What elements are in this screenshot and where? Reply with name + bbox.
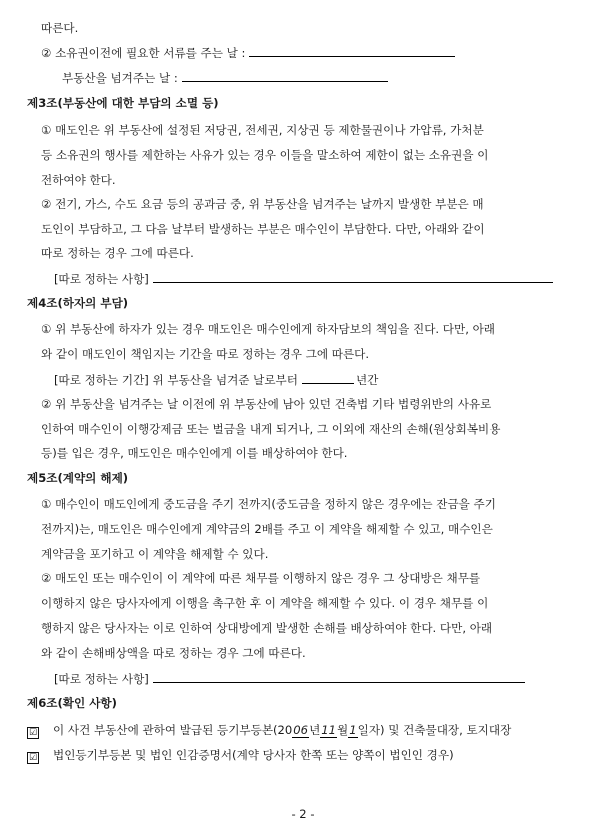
text-line: ① 매도인은 위 부동산에 설정된 저당권, 전세권, 지상권 등 제한물권이나 가압류, 가처분 — [41, 123, 484, 137]
text-line: 전하여야 한다. — [41, 173, 116, 187]
handover-date-field[interactable] — [182, 70, 388, 82]
checklist-text: 일자) 및 건축물대장, 토지대장 — [357, 723, 512, 737]
article-heading: 제3조(부동산에 대한 부담의 소멸 등) — [27, 96, 219, 110]
text-line: 전까지)는, 매도인은 매수인에게 계약금의 2배를 주고 이 계약을 해제할 수 있고, 매수인은 — [41, 522, 493, 536]
documents-date-field[interactable] — [249, 45, 455, 57]
handwritten-month: 11 — [321, 723, 337, 737]
text-line: ① 위 부동산에 하자가 있는 경우 매도인은 매수인에게 하자담보의 책임을 진다. 다만, 아래 — [41, 322, 495, 336]
text-line: 도인이 부담하고, 그 다음 날부터 발생하는 부분은 매수인이 부담한다. 다만, 아래와 같이 — [41, 222, 485, 236]
text-line: 등 소유권의 행사를 제한하는 사유가 있는 경우 이들을 말소하여 제한이 없는 소유권을 이 — [41, 148, 489, 162]
text-line: ① 매수인이 매도인에게 중도금을 주기 전까지(중도금을 정하지 않은 경우에는 잔금을 주기 — [41, 497, 496, 511]
text-line: 이행하지 않은 당사자에게 이행을 촉구한 후 이 계약을 해제할 수 있다. 이 경우 채무를 이 — [41, 596, 489, 610]
checklist-text: 월 — [337, 723, 349, 737]
text-line: ② 전기, 가스, 수도 요금 등의 공과금 중, 위 부동산을 넘겨주는 날까지 발생한 부분은 매 — [41, 197, 484, 211]
text-line — [62, 70, 388, 85]
text-line: 와 같이 매도인이 책임지는 기간을 따로 정하는 경우 그에 따른다. — [41, 347, 370, 361]
text-line — [54, 372, 378, 387]
checklist-item — [27, 748, 454, 763]
checklist-text: 년 — [309, 723, 321, 737]
checklist-text: 법인등기부등본 및 법인 인감증명서(계약 당사자 한쪽 또는 양쪽이 법인인 경우) — [53, 748, 454, 762]
text-line: 행하지 않은 당사자는 이로 인하여 상대방에게 발생한 손해를 배상하여야 한다. 다만, 아래 — [41, 621, 493, 635]
text-line — [54, 271, 553, 286]
text-line — [41, 45, 455, 60]
field-label: [따로 정하는 기간] 위 부동산을 넘겨준 날로부터 — [54, 373, 298, 387]
damages-terms-field[interactable] — [153, 671, 525, 683]
checkbox-checked-icon[interactable]: ☑ — [28, 728, 38, 738]
text-line: 인하여 매수인이 이행강제금 또는 벌금을 내게 되거나, 그 이외에 재산의 손해(원상회복비용 — [41, 422, 501, 436]
checklist-text: 이 사건 부동산에 관하여 발급된 등기부등본(20 — [53, 723, 293, 737]
field-label: [따로 정하는 사항] — [54, 672, 149, 686]
text-line: 따로 정하는 경우 그에 따른다. — [41, 246, 194, 260]
text-line: 등)를 입은 경우, 매도인은 매수인에게 이를 배상하여야 한다. — [41, 446, 348, 460]
page-number: - 2 - — [291, 807, 315, 821]
checkbox-checked-icon[interactable]: ☑ — [28, 753, 38, 763]
field-suffix: 년간 — [355, 373, 379, 387]
warranty-years-field[interactable] — [302, 372, 354, 384]
text-line: ② 매도인 또는 매수인이 이 계약에 따른 채무를 이행하지 않은 경우 그 상대방은 채무를 — [41, 571, 481, 585]
checklist-item — [27, 723, 511, 738]
text-line: ② 위 부동산을 넘겨주는 날 이전에 위 부동산에 남아 있던 건축법 기타 법령위반의 사유로 — [41, 397, 492, 411]
article-heading: 제6조(확인 사항) — [27, 696, 117, 710]
handwritten-year: 06 — [293, 723, 309, 737]
field-label: [따로 정하는 사항] — [54, 272, 149, 286]
article-heading: 제5조(계약의 해제) — [27, 471, 129, 485]
text-line: 와 같이 손해배상액을 따로 정하는 경우 그에 따른다. — [41, 646, 306, 660]
text-line: 계약금을 포기하고 이 계약을 해제할 수 있다. — [41, 547, 269, 561]
handwritten-day: 1 — [349, 723, 357, 737]
text-line: 따른다. — [41, 21, 79, 35]
article-heading: 제4조(하자의 부담) — [27, 296, 129, 310]
special-terms-field[interactable] — [153, 271, 553, 283]
field-label: 부동산을 넘겨주는 날 : — [62, 71, 178, 85]
field-label: ② 소유권이전에 필요한 서류를 주는 날 : — [41, 46, 246, 60]
text-line — [54, 671, 525, 686]
